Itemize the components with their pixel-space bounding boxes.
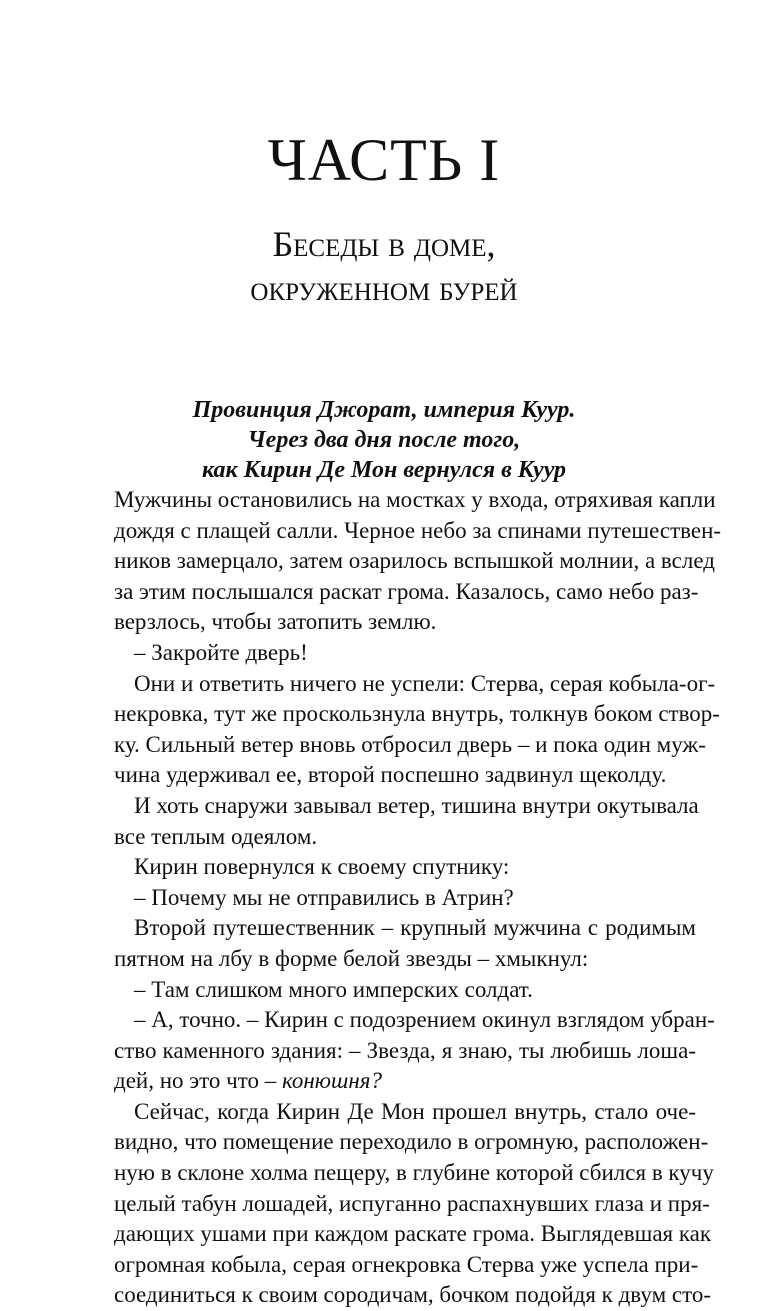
text-line: – Закройте дверь! (134, 639, 308, 665)
text-line: огромная кобыла, серая огнекровка Стерва уже успела при- (114, 1251, 699, 1277)
text-line: Сейчас, когда Кирин Де Мон прошел внутрь, стало оче- (134, 1098, 696, 1124)
text-line: Кирин повернулся к своему спутнику: (134, 854, 510, 880)
text-line: видно, что помещение переходило в огромную, расположен- (114, 1129, 709, 1155)
text-line: – А, точно. – Кирин с подозрением окинул взглядом убран- (134, 1007, 715, 1033)
subtitle-line: окруженном бурей (250, 268, 518, 308)
text-line: дождя с плащей салли. Черное небо за спинами путешествен- (114, 517, 722, 543)
text-line: – Там слишком много имперских солдат. (134, 976, 533, 1002)
text-line: И хоть снаружи завывал ветер, тишина внутри окутывала (134, 792, 699, 818)
text-line: верзлось, чтобы затопить землю. (114, 609, 437, 635)
text-line: чина удерживал ее, второй поспешно задвинул щеколду. (114, 762, 667, 788)
text-line: Они и ответить ничего не успели: Стерва, серая кобыла-ог- (134, 670, 716, 696)
epigraph-line: Через два дня после того, (247, 427, 521, 453)
text-line: – Почему мы не отправились в Атрин? (134, 884, 514, 910)
text-line: дающих ушами при каждом раскате грома. Выглядевшая как (114, 1221, 712, 1247)
epigraph-line: как Кирин Де Мон вернулся в Куур (201, 457, 567, 483)
text-line: ство каменного здания: – Звезда, я знаю, ты любишь лоша- (114, 1037, 696, 1063)
text-line: Второй путешественник – крупный мужчина с родимым (134, 915, 696, 941)
epigraph (0, 395, 768, 485)
part-title: ЧАСТЬ I (267, 127, 501, 193)
text-line: за этим послышался раскат грома. Казалось, само небо раз- (114, 578, 699, 604)
subtitle-line: Беседы в доме, (272, 224, 496, 264)
text-line: некровка, тут же проскользнула внутрь, толкнув боком створ- (114, 701, 720, 727)
text-line: ку. Сильный ветер вновь отбросил дверь – и пока один муж- (114, 731, 706, 757)
text-line: соединиться к своим сородичам, бочком подойдя к двум сто- (114, 1282, 711, 1308)
chapter-subtitle (0, 222, 768, 310)
text-line: ников замерцало, затем озарилось вспышкой молнии, а вслед (114, 548, 715, 574)
text-fragment: дей, но это что – (114, 1068, 282, 1094)
body-text (114, 485, 722, 1311)
text-line: все теплым одеялом. (114, 823, 318, 849)
emphasis-text: конюшня? (281, 1068, 382, 1094)
epigraph-line: Провинция Джорат, империя Куур. (192, 397, 576, 423)
text-line: ную в склоне холма пещеру, в глубине которой сбился в кучу (114, 1160, 714, 1186)
text-line: целый табун лошадей, испуганно распахнувших глаза и пря- (114, 1190, 710, 1216)
text-line: Мужчины остановились на мостках у входа, отряхивая капли (114, 487, 716, 512)
text-line: пятном на лбу в форме белой звезды – хмыкнул: (114, 945, 589, 971)
text-line (114, 1066, 696, 1097)
